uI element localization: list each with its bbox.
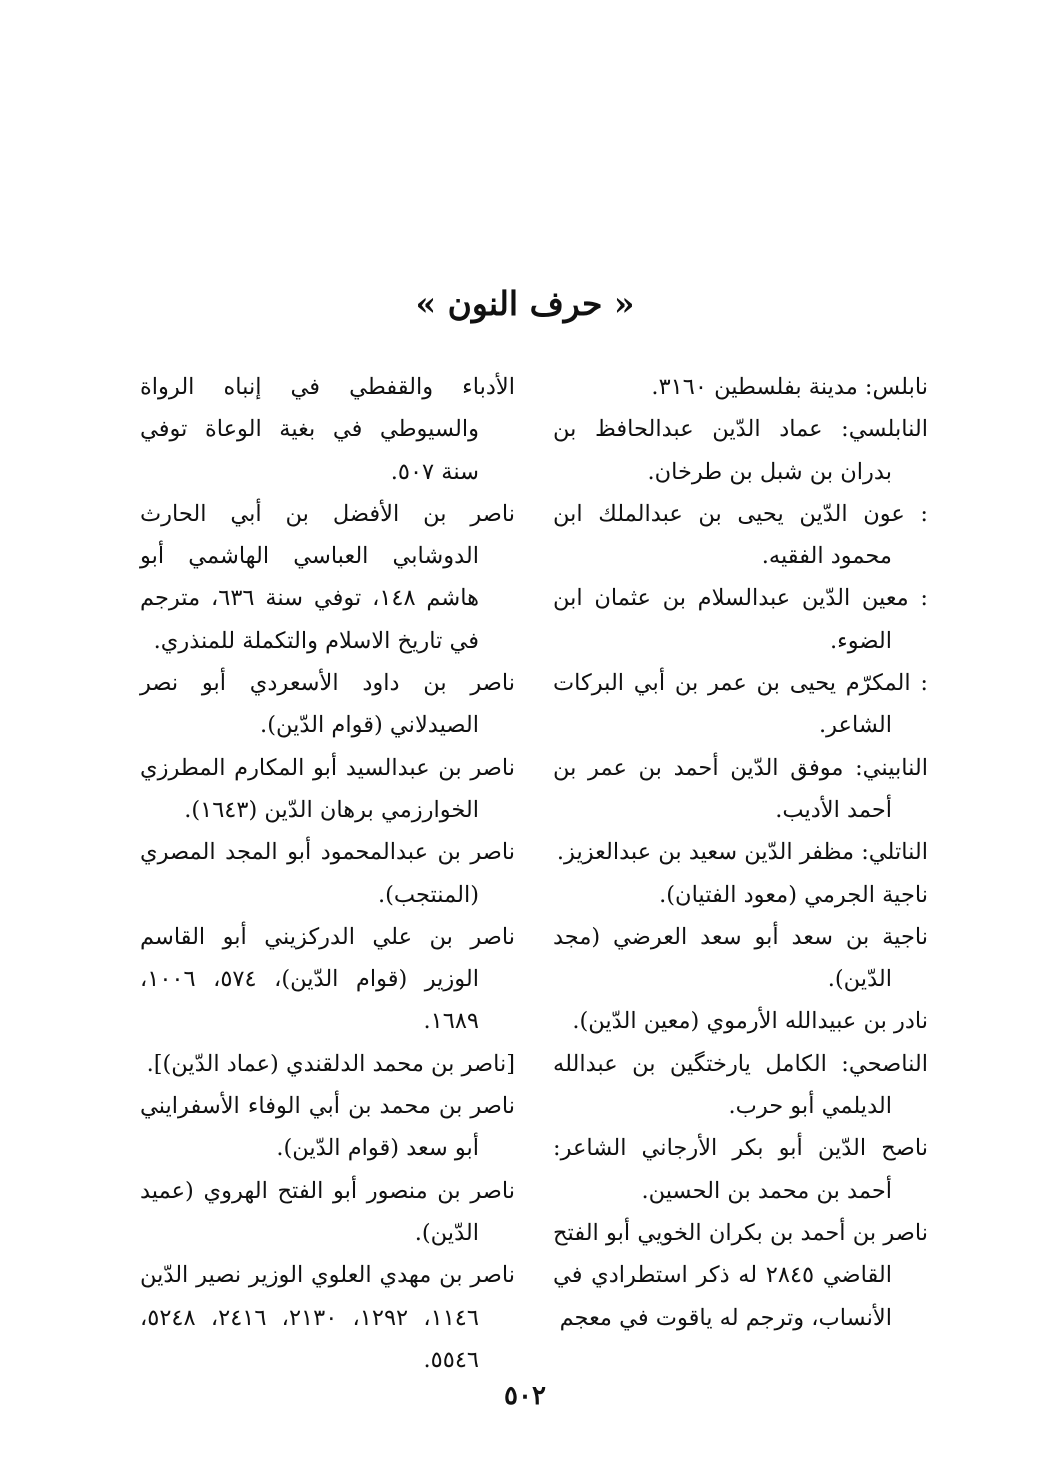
index-entry: : عون الدّين يحيى بن عبدالملك ابن محمود الفقيه. [553,500,928,570]
index-entry: ناصر بن عبدالمحمود أبو المجد المصري (المنتجب). [140,839,515,908]
index-entry: ناجية بن سعد أبو سعد العرضي (مجد الدّين). [553,923,928,993]
index-entry: الناتلي: مظفر الدّين سعيد بن عبدالعزيز. [556,839,928,866]
index-entry: النابيني: موفق الدّين أحمد بن عمر بن أحمد الأديب. [553,754,928,823]
index-entry: الأدباء والقفطي في إنباه الرواة والسيوطي في بغية الوعاة توفي سنة ٥٠٧. [140,374,515,485]
index-entry: : معين الدّين عبدالسلام بن عثمان ابن الضوء. [553,585,928,654]
index-entry: ناصح الدّين أبو بكر الأرجاني الشاعر: أحمد بن محمد بن الحسين. [553,1135,928,1204]
index-entry: ناصر بن علي الدركزيني أبو القاسم الوزير (قوام الدّين)، ٥٧٤، ١٠٠٦، ١٦٨٩. [140,923,515,1035]
index-entry: ناصر بن عبدالسيد أبو المكارم المطرزي الخوارزمي برهان الدّين (١٦٤٣). [140,754,515,823]
index-entry: الناصحي: الكامل يارختگين بن عبدالله الديلمي أبو حرب. [553,1050,928,1120]
index-entry: نابلس: مدينة بفلسطين ٣١٦٠. [651,374,928,400]
index-column-left [140,366,515,1381]
index-entry: ناصر بن أحمد بن بكران الخويي أبو الفتح القاضي ٢٨٤٥ له ذكر استطرادي في الأنساب، وترجم له ياقوت في معجم [553,1219,928,1331]
index-entry: ناصر بن منصور أبو الفتح الهروي (عميد الدّين). [140,1177,515,1246]
index-entry: ناصر بن الأفضل بن أبي الحارث الدوشابي العباسي الهاشمي أبو هاشم ١٤٨، توفي سنة ٦٣٦، مترجم في تاريخ الاسلام والتكملة للمنذري. [140,500,515,654]
page-title: « حرف النون » [415,284,635,323]
page-number: ٥٠٢ [504,1381,546,1411]
index-entry: النابلسي: عماد الدّين عبدالحافظ بن بدران بن شبل بن طرخان. [553,416,928,485]
index-column-right [553,366,928,1339]
index-entry: : المكرّم يحيى بن عمر بن أبي البركات الشاعر. [553,670,928,739]
index-entry: ناصر بن داود الأسعردي أبو نصر الصيدلاني (قوام الدّين). [140,670,515,739]
index-entry: ناجية الجرمي (معود الفتيان). [659,881,928,908]
index-entry: ناصر بن مهدي العلوي الوزير نصير الدّين ١١٤٦، ١٢٩٢، ٢١٣٠، ٢٤١٦، ٥٢٤٨، ٥٥٤٦. [140,1262,515,1373]
index-entry: ناصر بن محمد بن أبي الوفاء الأسفرايني أبو سعد (قوام الدّين). [140,1093,515,1162]
index-entry: نادر بن عبيدالله الأرموي (معين الدّين). [572,1008,928,1035]
index-entry: [ناصر بن محمد الدلقندي (عماد الدّين)]. [146,1050,515,1077]
